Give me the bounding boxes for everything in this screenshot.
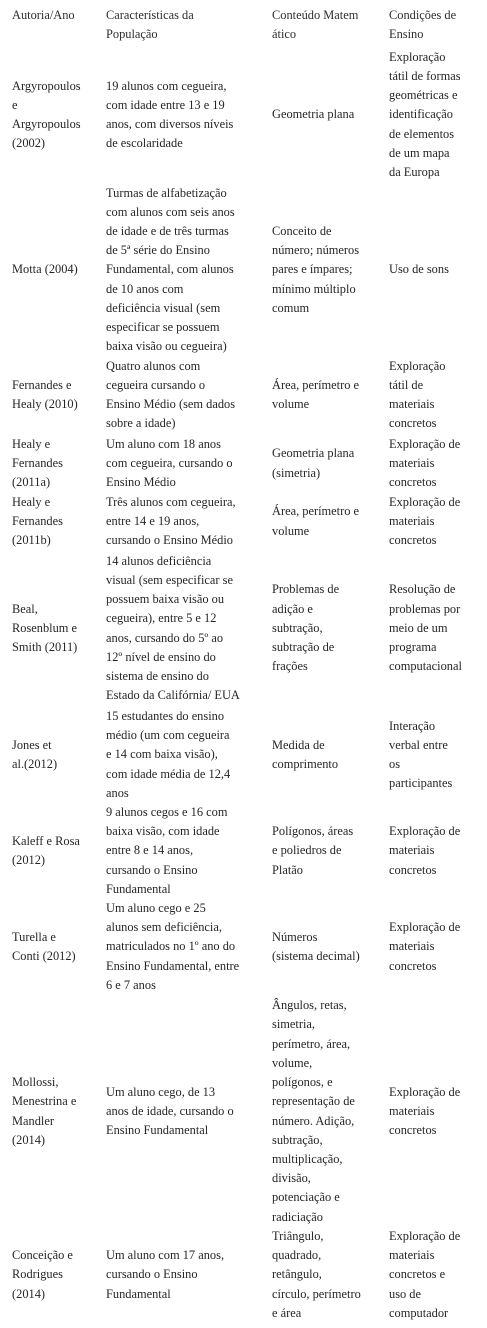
- population-text: 15 estudantes do ensino médio (um com cegueira e 14 com baixa visão), com idade média de 12,4 anos: [106, 708, 231, 800]
- table-cell: [12, 356, 96, 434]
- table-cell: [389, 995, 485, 1228]
- table-cell: [272, 995, 380, 1228]
- content-text: Triângulo, quadrado, retângulo, círculo, perímetro e área: [272, 1228, 361, 1320]
- table-cell: [389, 492, 485, 551]
- header-population: Características da População: [106, 8, 194, 42]
- table-cell: [106, 551, 263, 706]
- content-text: Polígonos, áreas e poliedros de Platão: [272, 824, 354, 877]
- table-cell: [272, 492, 380, 551]
- table-cell: [272, 706, 380, 804]
- header-author: Autoria/Ano: [12, 8, 75, 22]
- table-row: [0, 47, 487, 183]
- table-cell: [272, 551, 380, 706]
- author-text: Mollossi, Menestrina e Mandler (2014): [12, 1075, 77, 1147]
- author-text: Turella e Conti (2012): [12, 929, 76, 963]
- content-text: Área, perímetro e volume: [272, 504, 360, 538]
- table-cell: [272, 802, 380, 900]
- population-text: Turmas de alfabetização com alunos com seis anos de idade e de três turmas de 5ª série do Ensino Fundamental, com alunos de 10 anos com deficiência visual (sem especificar se possuem baixa visão ou cegueira): [106, 185, 235, 354]
- table-cell: [272, 434, 380, 493]
- table-cell: [12, 802, 96, 900]
- header-cell: [12, 6, 96, 44]
- conditions-text: Exploração tátil de formas geométricas e identificação de elementos de um mapa da Europa: [389, 49, 461, 179]
- author-text: Healy e Fernandes (2011b): [12, 494, 63, 548]
- author-text: Fernandes e Healy (2010): [12, 377, 78, 411]
- conditions-text: Exploração tátil de materiais concretos: [389, 358, 446, 431]
- population-text: Um aluno cego e 25 alunos sem deficiência, matriculados no 1º ano do Ensino Fundamental, entre 6 e 7 anos: [106, 900, 240, 992]
- table-cell: [272, 183, 380, 357]
- conditions-text: Resolução de problemas por meio de um programa computacional: [389, 582, 462, 674]
- author-text: Motta (2004): [12, 262, 78, 277]
- content-text: Área, perímetro e volume: [272, 377, 360, 411]
- table-row: [0, 1226, 487, 1324]
- table-cell: [12, 47, 96, 183]
- population-text: Quatro alunos com cegueira cursando o Ensino Médio (sem dados sobre a idade): [106, 358, 236, 431]
- conditions-text: Exploração de materiais concretos e uso de computador: [389, 1228, 461, 1320]
- table-cell: [272, 898, 380, 996]
- table-cell: [389, 706, 485, 804]
- table-cell: [12, 898, 96, 996]
- conditions-text: Exploração de materiais concretos: [389, 824, 461, 877]
- table-cell: [106, 995, 263, 1228]
- author-text: Conceição e Rodrigues (2014): [12, 1248, 73, 1301]
- table-cell: [106, 1226, 263, 1324]
- author-text: Healy e Fernandes (2011a): [12, 436, 63, 490]
- table-cell: [12, 995, 96, 1228]
- conditions-text: Uso de sons: [389, 262, 449, 277]
- conditions-text: Exploração de materiais concretos: [389, 1084, 461, 1138]
- table-cell: [12, 706, 96, 804]
- table-cell: [106, 706, 263, 804]
- table-row: [0, 492, 487, 551]
- table-row: [0, 898, 487, 996]
- table-cell: [106, 898, 263, 996]
- table-cell: [272, 356, 380, 434]
- table-cell: [106, 802, 263, 900]
- content-text: Conceito de número; números pares e ímpares; mínimo múltiplo comum: [272, 223, 360, 315]
- population-text: Um aluno cego, de 13 anos de idade, cursando o Ensino Fundamental: [106, 1084, 234, 1138]
- table-row: [0, 183, 487, 357]
- table-cell: [106, 47, 263, 183]
- table-cell: [389, 802, 485, 900]
- table-row: [0, 551, 487, 706]
- table-cell: [272, 1226, 380, 1324]
- table-cell: [389, 356, 485, 434]
- table-cell: [106, 434, 263, 493]
- content-text: Geometria plana (simetria): [272, 446, 355, 480]
- table-cell: [389, 551, 485, 706]
- table-cell: [106, 492, 263, 551]
- table-cell: [272, 47, 380, 183]
- author-text: Argyropoulos e Argyropoulos (2002): [12, 78, 81, 151]
- table-cell: [106, 183, 263, 357]
- population-text: Um aluno com 18 anos com cegueira, cursando o Ensino Médio: [106, 436, 233, 490]
- table-row: [0, 995, 487, 1228]
- author-text: Beal, Rosenblum e Smith (2011): [12, 601, 78, 655]
- table-cell: [389, 1226, 485, 1324]
- content-text: Geometria plana: [272, 107, 355, 122]
- table-cell: [12, 434, 96, 493]
- population-text: 9 alunos cegos e 16 com baixa visão, com idade entre 8 e 14 anos, cursando o Ensino Fundamental: [106, 804, 228, 896]
- header-cell: [389, 6, 485, 44]
- table-cell: [12, 492, 96, 551]
- table-cell: [12, 183, 96, 357]
- conditions-text: Interação verbal entre os participantes: [389, 718, 453, 791]
- table-cell: [12, 551, 96, 706]
- population-text: 19 alunos com cegueira, com idade entre 13 e 19 anos, com diversos níveis de escolaridade: [106, 78, 234, 151]
- conditions-text: Exploração de materiais concretos: [389, 494, 461, 548]
- table-cell: [389, 47, 485, 183]
- content-text: Ângulos, retas, simetria, perímetro, área, volume, polígonos, e representação de número. Adição, subtração, multiplicação, divisão, potenciação e radiciação: [272, 998, 355, 1224]
- population-text: 14 alunos deficiência visual (sem especificar se possuem baixa visão ou cegueira), entre 5 e 12 anos, cursando do 5º ao 12º nível de ensino do sistema de ensino do Estado da Califórnia/ EUA: [106, 553, 240, 703]
- population-text: Um aluno com 17 anos, cursando o Ensino Fundamental: [106, 1248, 225, 1301]
- table-cell: [12, 1226, 96, 1324]
- table-row: [0, 356, 487, 434]
- author-text: Kaleff e Rosa (2012): [12, 833, 80, 867]
- content-text: Medida de comprimento: [272, 737, 339, 771]
- table-row: [0, 434, 487, 493]
- content-text: Problemas de adição e subtração, subtração de frações: [272, 582, 340, 674]
- population-text: Três alunos com cegueira, entre 14 e 19 anos, cursando o Ensino Médio: [106, 494, 236, 548]
- header-conditions: Condições de Ensino: [389, 8, 457, 42]
- header-content: Conteúdo Matem ático: [272, 8, 359, 42]
- conditions-text: Exploração de materiais concretos: [389, 920, 461, 973]
- table-cell: [389, 898, 485, 996]
- table-row: [0, 706, 487, 804]
- table-header-row: [0, 6, 487, 44]
- header-cell: [106, 6, 263, 44]
- table-cell: [389, 434, 485, 493]
- content-text: Números (sistema decimal): [272, 929, 360, 963]
- conditions-text: Exploração de materiais concretos: [389, 436, 461, 490]
- header-cell: [272, 6, 380, 44]
- table-cell: [106, 356, 263, 434]
- author-text: Jones et al.(2012): [12, 737, 58, 771]
- table-cell: [389, 183, 485, 357]
- table-row: [0, 802, 487, 900]
